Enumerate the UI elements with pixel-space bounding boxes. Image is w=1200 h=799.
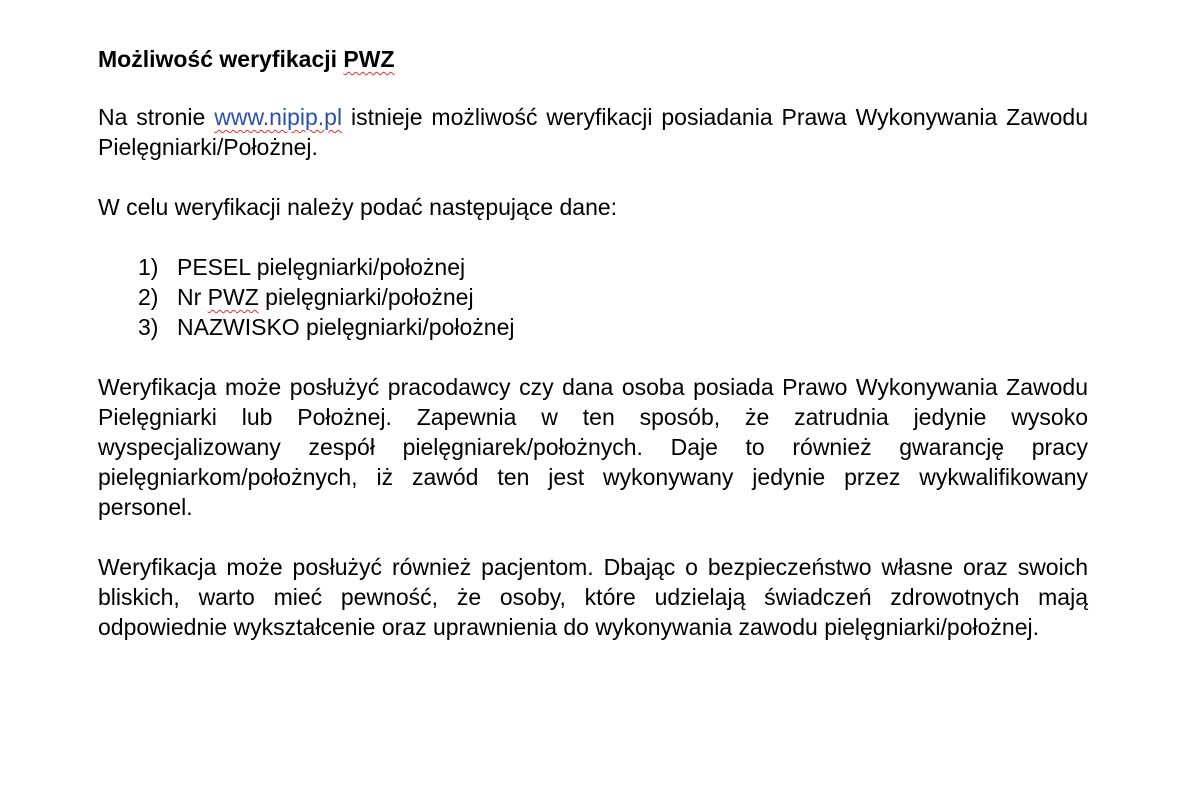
paragraph-patients: Weryfikacja może posłużyć również pacjentom. Dbając o bezpieczeństwo własne oraz swoich bliskich, warto mieć pewność, że osoby, które udzielają świadczeń zdrowotnych mają odpowiednie wykształcenie oraz uprawnienia do wykonywania zawodu pielęgniarki/położnej.: [98, 554, 1088, 640]
list-text-end: pielęgniarki/położnej: [258, 284, 474, 310]
list-item: [138, 312, 1088, 342]
paragraph1-start: Na stronie: [98, 104, 215, 130]
document-title: [98, 44, 1088, 74]
paragraph1-end: istnieje możliwość weryfikacji posiadania Prawa Wykonywania Zawodu Pielęgniarki/Położnej.: [98, 104, 1088, 160]
paragraph-website-info: [98, 102, 1088, 162]
paragraph-required-data: W celu weryfikacji należy podać następujące dane:: [98, 194, 618, 220]
list-flagged-word: PWZ: [207, 284, 259, 310]
list-text: NAZWISKO pielęgniarki/położnej: [177, 314, 515, 340]
list-number: 1): [138, 254, 159, 280]
nipip-link[interactable]: www.nipip.pl: [214, 104, 343, 130]
title-text: Możliwość weryfikacji: [98, 46, 344, 72]
document-page: [98, 44, 1088, 672]
paragraph-employers: Weryfikacja może posłużyć pracodawcy czy dana osoba posiada Prawo Wykonywania Zawodu Pielęgniarki lub Położnej. Zapewnia w ten sposób, że zatrudnia jedynie wysoko wyspecjalizowany zespół pielęgniarek/położnych. Daje to również gwarancję pracy pielęgniarkom/położnych, iż zawód ten jest wykonywany jedynie przez wykwalifikowany personel.: [98, 374, 1088, 520]
list-text: PESEL pielęgniarki/położnej: [177, 254, 466, 280]
list-item: [138, 282, 1088, 312]
list-number: 2): [138, 284, 159, 310]
required-data-list: [98, 252, 1088, 342]
list-item: [138, 252, 1088, 282]
list-text: Nr: [177, 284, 208, 310]
title-flagged-word: PWZ: [343, 46, 395, 72]
list-number: 3): [138, 314, 159, 340]
